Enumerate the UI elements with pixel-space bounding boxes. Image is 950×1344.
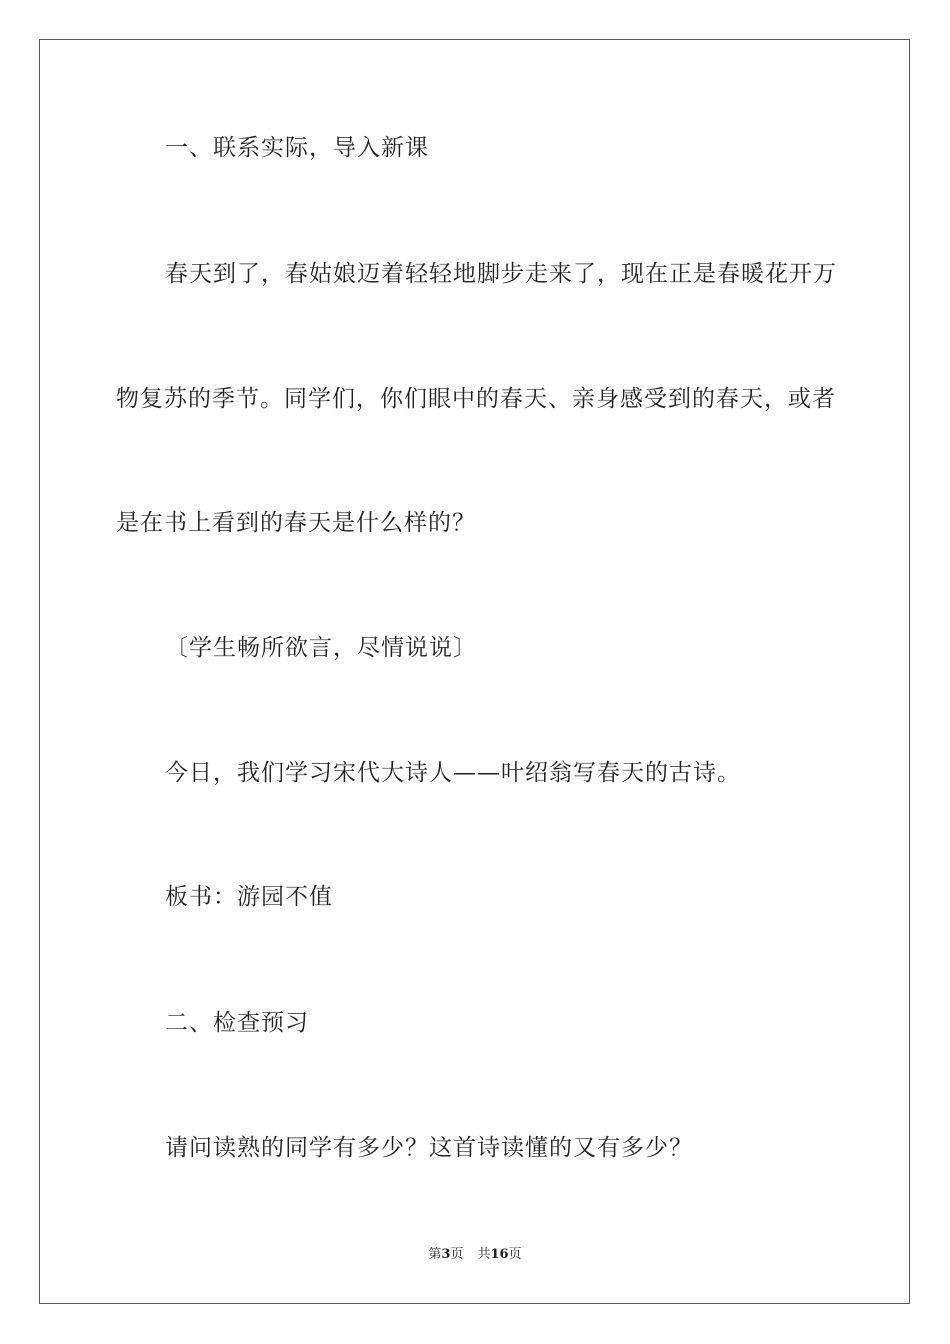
paragraph-line: 今日，我们学习宋代大诗人——叶绍翁写春天的古诗。 xyxy=(165,760,741,786)
paragraph-line: 春天到了，春姑娘迈着轻轻地脚步走来了，现在正是春暖花开万 xyxy=(165,261,837,287)
current-page-number: 3 xyxy=(441,1247,451,1262)
total-label-prefix: 共 xyxy=(477,1247,491,1262)
page-label-prefix: 第 xyxy=(428,1247,442,1262)
total-label-suffix: 页 xyxy=(508,1247,522,1262)
paragraph-line: 物复苏的季节。同学们，你们眼中的春天、亲身感受到的春天，或者 xyxy=(116,386,836,412)
paragraph-line: 是在书上看到的春天是什么样的？ xyxy=(116,510,476,536)
total-page-count: 16 xyxy=(490,1247,509,1262)
paragraph-line: 〔学生畅所欲言，尽情说说〕 xyxy=(165,635,477,661)
section-heading-1: 一、联系实际，导入新课 xyxy=(165,135,429,161)
section-heading-2: 二、检查预习 xyxy=(165,1010,309,1036)
paragraph-line: 板书：游园不值 xyxy=(165,884,333,910)
paragraph-line: 请问读熟的同学有多少？这首诗读懂的又有多少？ xyxy=(165,1135,693,1161)
page-footer xyxy=(0,1246,950,1264)
page-label-suffix: 页 xyxy=(450,1247,464,1262)
page-border xyxy=(39,39,910,1304)
